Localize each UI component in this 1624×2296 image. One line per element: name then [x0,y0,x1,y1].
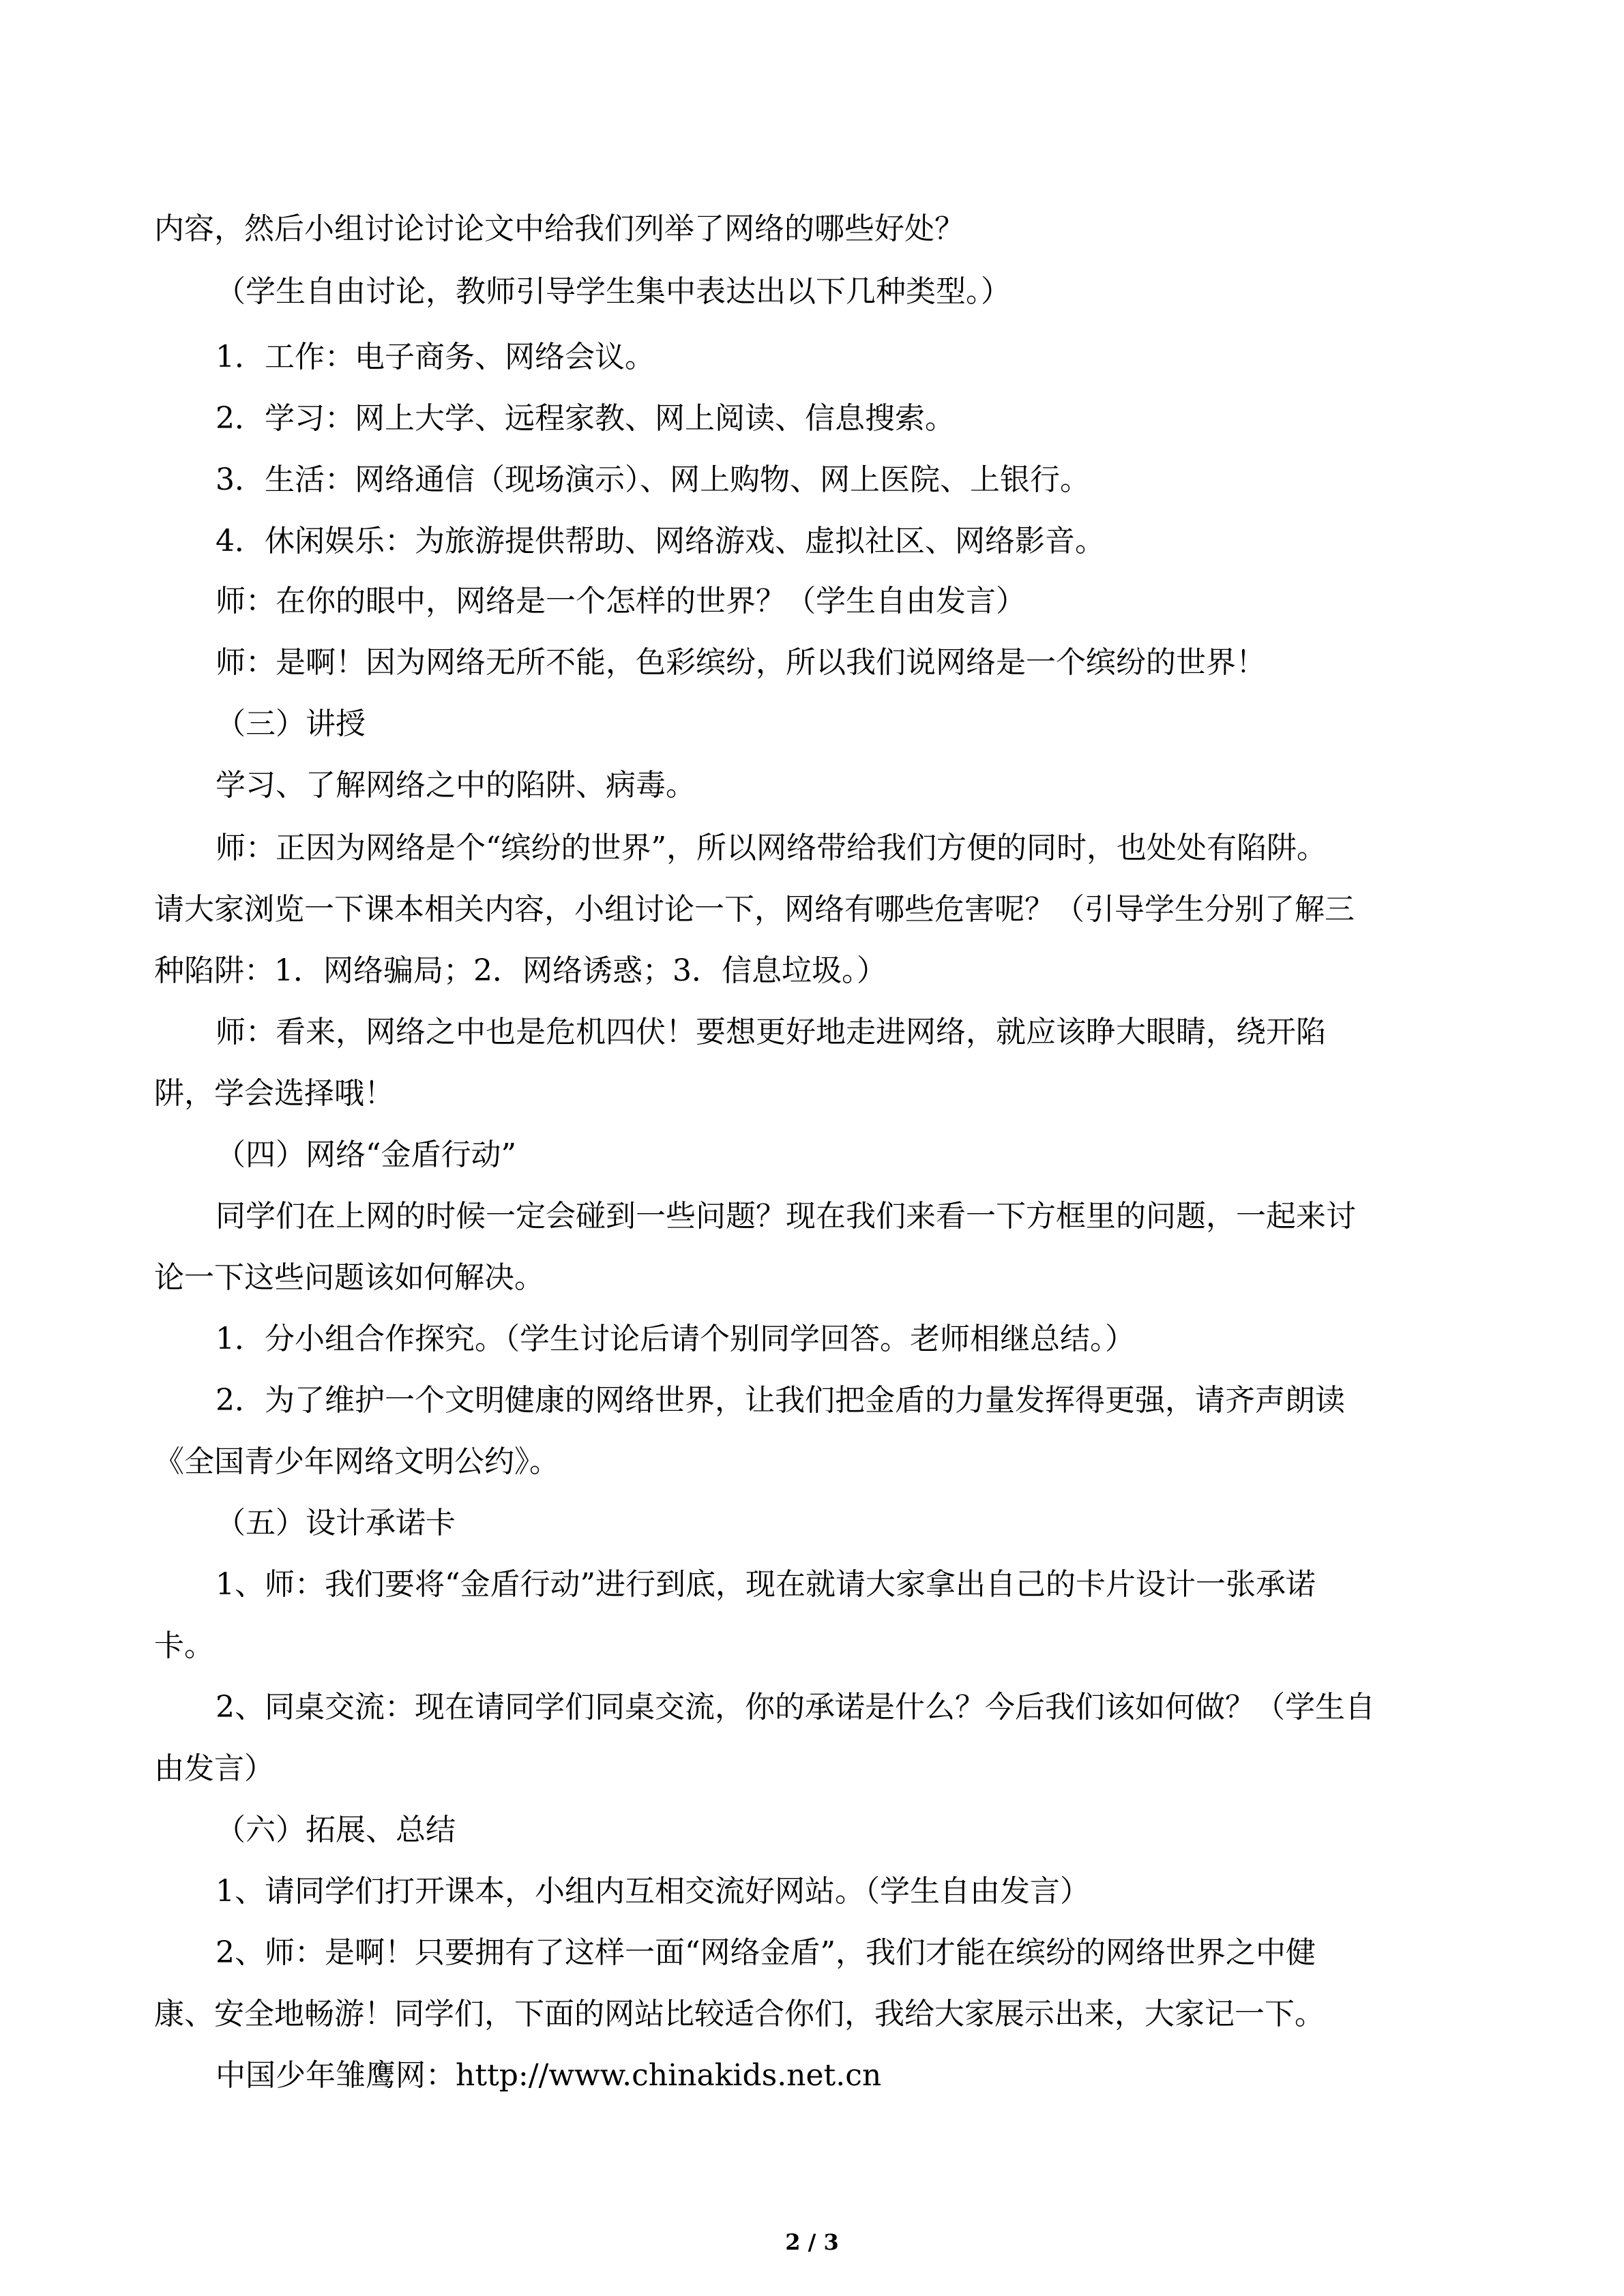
list-item: 2．为了维护一个文明健康的网络世界，让我们把金盾的力量发挥得更强，请齐声朗读 [216,1383,1345,1418]
body-text-line: 师：看来，网络之中也是危机四伏！要想更好地走进网络，就应该睁大眼睛，绕开陷 [216,1015,1326,1049]
list-item: 4．休闲娱乐：为旅游提供帮助、网络游戏、虚拟社区、网络影音。 [216,524,1105,558]
section-heading: （三）讲授 [216,706,366,741]
body-text-line: 阱，学会选择哦！ [154,1076,394,1111]
list-item: 2、同桌交流：现在请同学们同桌交流，你的承诺是什么？今后我们该如何做？（学生自 [216,1690,1375,1725]
body-text-line: 由发言） [154,1751,274,1786]
body-text-line: 师：是啊！因为网络无所不能，色彩缤纷，所以我们说网络是一个缤纷的世界！ [216,645,1266,680]
body-text-line: 学习、了解网络之中的陷阱、病毒。 [216,768,696,803]
body-text-line: 卡。 [154,1628,214,1663]
body-text-line: 论一下这些问题该如何解决。 [154,1260,544,1295]
body-text-line: 师：正因为网络是个“缤纷的世界”，所以网络带给我们方便的同时，也处处有陷阱。 [216,831,1327,865]
website-line: 中国少年雏鹰网：http://www.chinakids.net.cn [216,2058,882,2093]
list-item: 1．分小组合作探究。（学生讨论后请个别同学回答。老师相继总结。） [216,1322,1135,1356]
list-item: 2．学习：网上大学、远程家教、网上阅读、信息搜索。 [216,401,955,436]
section-heading: （五）设计承诺卡 [216,1506,456,1540]
section-heading: （四）网络“金盾行动” [216,1137,516,1172]
page-number: 2 / 3 [785,2229,839,2255]
body-text-line: 《全国青少年网络文明公约》。 [154,1444,559,1479]
list-item: 1、师：我们要将“金盾行动”进行到底，现在就请大家拿出自己的卡片设计一张承诺 [216,1567,1316,1602]
body-text-line: 请大家浏览一下课本相关内容，小组讨论一下，网络有哪些危害呢？（引导学生分别了解三 [154,892,1355,927]
list-item: 1、请同学们打开课本，小组内互相交流好网站。（学生自由发言） [216,1874,1090,1909]
body-text-line: 同学们在上网的时候一定会碰到一些问题？现在我们来看一下方框里的问题，一起来讨 [216,1199,1356,1234]
body-text-line: 种陷阱：1．网络骗局；2．网络诱惑；3．信息垃圾。） [154,953,887,988]
body-text-line: 内容，然后小组讨论讨论文中给我们列举了网络的哪些好处？ [154,211,964,246]
list-item: 1．工作：电子商务、网络会议。 [216,340,655,374]
body-text-line: 康、安全地畅游！同学们，下面的网站比较适合你们，我给大家展示出来，大家记一下。 [154,1997,1325,2031]
list-item: 3．生活：网络通信（现场演示）、网上购物、网上医院、上银行。 [216,462,1090,497]
body-text-line: 师：在你的眼中，网络是一个怎样的世界？（学生自由发言） [216,584,1026,618]
list-item: 2、师：是啊！只要拥有了这样一面“网络金盾”，我们才能在缤纷的网络世界之中健 [216,1935,1316,1970]
section-heading: （六）拓展、总结 [216,1813,456,1847]
body-text-line: （学生自由讨论，教师引导学生集中表达出以下几种类型。） [216,274,1011,309]
